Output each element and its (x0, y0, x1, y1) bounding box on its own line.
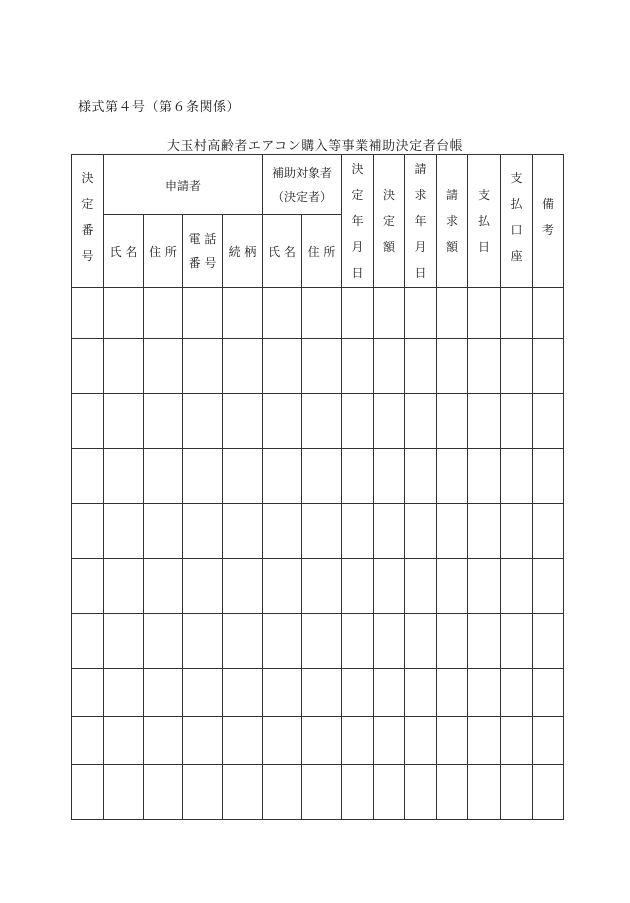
applicant-address-header: 住 所 (144, 215, 183, 288)
table-cell[interactable] (183, 504, 223, 559)
table-cell[interactable] (533, 614, 564, 669)
table-cell[interactable] (501, 765, 533, 820)
request-amount-header: 請 求 額 (437, 155, 468, 288)
table-cell[interactable] (374, 288, 405, 339)
table-cell[interactable] (342, 288, 374, 339)
table-cell[interactable] (263, 614, 302, 669)
table-cell[interactable] (223, 614, 263, 669)
table-cell[interactable] (302, 765, 342, 820)
header-row-top (72, 155, 564, 215)
table-cell[interactable] (501, 449, 533, 504)
table-cell[interactable] (437, 339, 468, 394)
table-cell[interactable] (374, 669, 405, 717)
table-cell[interactable] (468, 449, 501, 504)
table-row (72, 559, 564, 614)
table-cell[interactable] (374, 339, 405, 394)
table-cell[interactable] (144, 669, 183, 717)
table-cell[interactable] (437, 504, 468, 559)
table-cell[interactable] (302, 559, 342, 614)
table-cell[interactable] (533, 669, 564, 717)
table-cell[interactable] (72, 504, 104, 559)
table-cell[interactable] (302, 669, 342, 717)
table-cell[interactable] (437, 717, 468, 765)
table-cell[interactable] (263, 339, 302, 394)
table-cell[interactable] (223, 559, 263, 614)
table-cell[interactable] (468, 288, 501, 339)
table-cell[interactable] (302, 339, 342, 394)
table-cell[interactable] (342, 765, 374, 820)
table-cell[interactable] (302, 288, 342, 339)
table-cell[interactable] (501, 394, 533, 449)
table-cell[interactable] (501, 669, 533, 717)
table-cell[interactable] (342, 339, 374, 394)
table-cell[interactable] (263, 288, 302, 339)
table-cell[interactable] (437, 394, 468, 449)
ledger-table (71, 154, 564, 820)
applicant-header: 申請者 (104, 155, 263, 215)
applicant-name-header: 氏 名 (104, 215, 144, 288)
table-cell[interactable] (144, 614, 183, 669)
table-cell[interactable] (533, 394, 564, 449)
table-cell[interactable] (533, 559, 564, 614)
table-cell[interactable] (342, 559, 374, 614)
table-cell[interactable] (183, 339, 223, 394)
table-cell[interactable] (501, 717, 533, 765)
table-cell[interactable] (104, 559, 144, 614)
form-number: 様式第４号（第６条関係） (78, 100, 241, 115)
decision-number-header: 決 定 番 号 (72, 155, 104, 288)
table-cell[interactable] (501, 504, 533, 559)
table-cell[interactable] (468, 614, 501, 669)
table-cell[interactable] (223, 717, 263, 765)
table-cell[interactable] (405, 394, 437, 449)
table-cell[interactable] (72, 449, 104, 504)
table-cell[interactable] (501, 559, 533, 614)
table-cell[interactable] (223, 339, 263, 394)
table-cell[interactable] (374, 717, 405, 765)
remarks-header: 備 考 (533, 155, 564, 288)
table-cell[interactable] (144, 288, 183, 339)
table-cell[interactable] (263, 765, 302, 820)
table-cell[interactable] (437, 288, 468, 339)
table-cell[interactable] (263, 717, 302, 765)
table-cell[interactable] (405, 669, 437, 717)
table-cell[interactable] (223, 288, 263, 339)
table-cell[interactable] (104, 288, 144, 339)
subsidy-target-header: 補助対象者 （決定者） (263, 155, 342, 215)
table-cell[interactable] (405, 288, 437, 339)
table-cell[interactable] (72, 765, 104, 820)
table-cell[interactable] (263, 559, 302, 614)
table-cell[interactable] (183, 449, 223, 504)
table-cell[interactable] (144, 765, 183, 820)
table-cell[interactable] (342, 717, 374, 765)
table-cell[interactable] (342, 504, 374, 559)
table-cell[interactable] (374, 504, 405, 559)
table-cell[interactable] (437, 559, 468, 614)
table-cell[interactable] (183, 394, 223, 449)
table-cell[interactable] (223, 765, 263, 820)
payment-date-header: 支 払 日 (468, 155, 501, 288)
table-cell[interactable] (144, 394, 183, 449)
table-cell[interactable] (144, 449, 183, 504)
table-cell[interactable] (104, 449, 144, 504)
table-cell[interactable] (104, 504, 144, 559)
table-cell[interactable] (501, 614, 533, 669)
table-cell[interactable] (223, 394, 263, 449)
table-cell[interactable] (405, 614, 437, 669)
table-cell[interactable] (533, 288, 564, 339)
table-cell[interactable] (144, 504, 183, 559)
table-cell[interactable] (104, 614, 144, 669)
table-cell[interactable] (437, 614, 468, 669)
table-cell[interactable] (468, 339, 501, 394)
table-row (72, 614, 564, 669)
table-cell[interactable] (72, 669, 104, 717)
applicant-phone-header: 電 話 番 号 (183, 215, 223, 288)
table-cell[interactable] (374, 559, 405, 614)
table-cell[interactable] (104, 717, 144, 765)
table-row (72, 765, 564, 820)
table-cell[interactable] (342, 394, 374, 449)
applicant-relation-header: 続 柄 (223, 215, 263, 288)
table-cell[interactable] (468, 394, 501, 449)
table-cell[interactable] (374, 614, 405, 669)
table-cell[interactable] (342, 449, 374, 504)
table-cell[interactable] (533, 765, 564, 820)
table-cell[interactable] (405, 449, 437, 504)
table-cell[interactable] (183, 669, 223, 717)
table-row (72, 669, 564, 717)
table-cell[interactable] (405, 717, 437, 765)
table-row (72, 717, 564, 765)
table-cell[interactable] (72, 394, 104, 449)
table-cell[interactable] (183, 559, 223, 614)
table-cell[interactable] (223, 504, 263, 559)
table-cell[interactable] (183, 717, 223, 765)
table-cell[interactable] (437, 669, 468, 717)
table-row (72, 504, 564, 559)
table-cell[interactable] (104, 669, 144, 717)
table-cell[interactable] (468, 504, 501, 559)
table-cell[interactable] (302, 504, 342, 559)
table-cell[interactable] (405, 559, 437, 614)
table-cell[interactable] (437, 449, 468, 504)
table-cell[interactable] (468, 559, 501, 614)
table-cell[interactable] (374, 765, 405, 820)
table-cell[interactable] (72, 559, 104, 614)
payment-account-header: 支 払 口 座 (501, 155, 533, 288)
table-cell[interactable] (263, 449, 302, 504)
table-cell[interactable] (501, 288, 533, 339)
table-cell[interactable] (405, 765, 437, 820)
table-row (72, 449, 564, 504)
target-address-header: 住 所 (302, 215, 342, 288)
table-row (72, 339, 564, 394)
table-cell[interactable] (533, 504, 564, 559)
table-cell[interactable] (437, 765, 468, 820)
table-cell[interactable] (342, 614, 374, 669)
table-cell[interactable] (263, 394, 302, 449)
table-cell[interactable] (302, 717, 342, 765)
decision-amount-header: 決 定 額 (374, 155, 405, 288)
request-date-header: 請 求 年 月 日 (405, 155, 437, 288)
table-cell[interactable] (342, 669, 374, 717)
table-cell[interactable] (183, 614, 223, 669)
table-cell[interactable] (374, 394, 405, 449)
table-cell[interactable] (104, 765, 144, 820)
table-cell[interactable] (533, 449, 564, 504)
table-cell[interactable] (183, 288, 223, 339)
table-cell[interactable] (501, 339, 533, 394)
table-cell[interactable] (468, 717, 501, 765)
table-cell[interactable] (104, 394, 144, 449)
target-name-header: 氏 名 (263, 215, 302, 288)
table-cell[interactable] (405, 339, 437, 394)
table-cell[interactable] (302, 449, 342, 504)
table-cell[interactable] (183, 765, 223, 820)
document-title: 大玉村高齢者エアコン購入等事業補助決定者台帳 (166, 139, 464, 154)
table-cell[interactable] (468, 765, 501, 820)
table-cell[interactable] (533, 717, 564, 765)
table-cell[interactable] (72, 717, 104, 765)
table-cell[interactable] (263, 669, 302, 717)
table-cell[interactable] (468, 669, 501, 717)
table-cell[interactable] (144, 339, 183, 394)
table-cell[interactable] (302, 614, 342, 669)
table-cell[interactable] (223, 669, 263, 717)
table-cell[interactable] (533, 339, 564, 394)
table-cell[interactable] (144, 717, 183, 765)
table-cell[interactable] (223, 449, 263, 504)
table-cell[interactable] (144, 559, 183, 614)
table-row (72, 394, 564, 449)
table-row (72, 288, 564, 339)
table-cell[interactable] (72, 288, 104, 339)
decision-date-header: 決 定 年 月 日 (342, 155, 374, 288)
table-cell[interactable] (72, 339, 104, 394)
table-cell[interactable] (72, 614, 104, 669)
table-cell[interactable] (374, 449, 405, 504)
table-cell[interactable] (405, 504, 437, 559)
table-cell[interactable] (302, 394, 342, 449)
table-cell[interactable] (104, 339, 144, 394)
table-cell[interactable] (263, 504, 302, 559)
